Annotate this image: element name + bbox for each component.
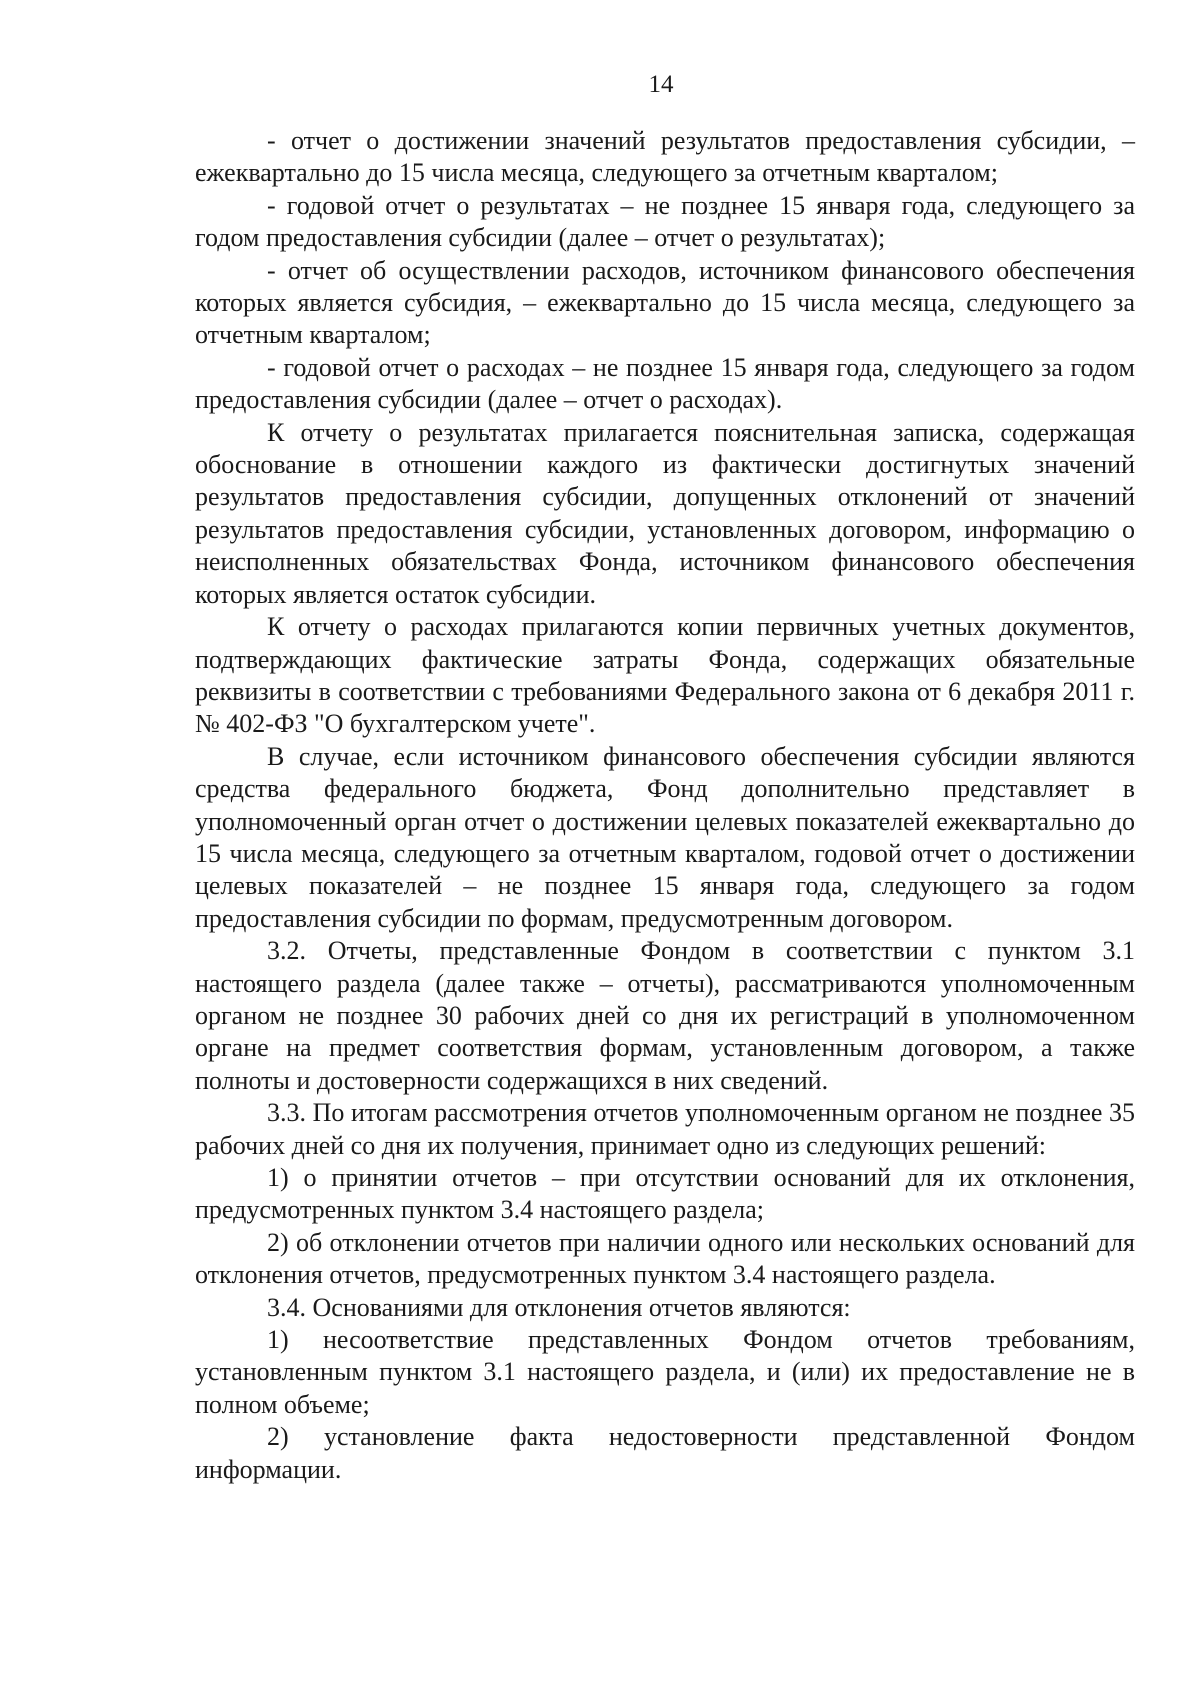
paragraph-report-results-quarterly: - отчет о достижении значений результатов предоставления субсидии, – ежеквартально до 15 числа месяца, следующего за отчетным кварталом; (195, 126, 1135, 188)
paragraph-ground-unreliability: 2) установление факта недостоверности представленной Фондом информации. (195, 1422, 1135, 1484)
paragraph-federal-budget-case: В случае, если источником финансового обеспечения субсидии являются средства федерального бюджета, Фонд дополнительно представляет в уполномоченный орган отчет о достижении целевых показателей ежеквартально до 15 числа месяца, следующего за отчетным кварталом, годовой отчет о достижении целевых показателей – не позднее 15 января года, следующего за годом предоставления субсидии по формам, предусмотренным договором. (195, 741, 1135, 933)
paragraph-annual-expenses-report: - годовой отчет о расходах – не позднее 15 января года, следующего за годом предоставления субсидии (далее – отчет о расходах). (195, 352, 1135, 415)
paragraph-clause-3-3: 3.3. По итогам рассмотрения отчетов уполномоченным органом не позднее 35 рабочих дней со дня их получения, принимает одно из следующих решений: (195, 1098, 1135, 1160)
page-number: 14 (648, 71, 674, 98)
paragraph-decision-reject: 2) об отклонении отчетов при наличии одного или нескольких оснований для отклонения отчетов, предусмотренных пунктом 3.4 настоящего раздела. (195, 1227, 1135, 1290)
paragraph-expenses-report-quarterly: - отчет об осуществлении расходов, источником финансового обеспечения которых является субсидия, – ежеквартально до 15 числа месяца, следующего за отчетным кварталом; (195, 255, 1135, 350)
document-body (195, 125, 1135, 1486)
paragraph-explanatory-note: К отчету о результатах прилагается пояснительная записка, содержащая обоснование в отношении каждого из фактически достигнутых значений результатов предоставления субсидии, допущенных отклонений от значений результатов предоставления субсидии, установленных договором, информацию о неисполненных обязательствах Фонда, источником финансового обеспечения которых является остаток субсидии. (195, 417, 1135, 609)
paragraph-expenses-documents: К отчету о расходах прилагаются копии первичных учетных документов, подтверждающих фактические затраты Фонда, содержащих обязательные реквизиты в соответствии с требованиями Федерального закона от 6 декабря 2011 г. № 402-ФЗ "О бухгалтерском учете". (195, 612, 1135, 739)
paragraph-clause-3-4: 3.4. Основаниями для отклонения отчетов являются: (267, 1292, 851, 1322)
paragraph-decision-accept: 1) о принятии отчетов – при отсутствии оснований для их отклонения, предусмотренных пунктом 3.4 настоящего раздела; (195, 1163, 1135, 1225)
paragraph-annual-results-report: - годовой отчет о результатах – не позднее 15 января года, следующего за годом предоставления субсидии (далее – отчет о результатах); (195, 190, 1135, 253)
paragraph-clause-3-2: 3.2. Отчеты, представленные Фондом в соответствии с пунктом 3.1 настоящего раздела (далее также – отчеты), рассматриваются уполномоченным органом не позднее 30 рабочих дней со дня их регистраций в уполномоченном органе на предмет соответствия формам, установленным договором, а также полноты и достоверности содержащихся в них сведений. (195, 936, 1135, 1095)
paragraph-ground-nonconformity: 1) несоответствие представленных Фондом отчетов требованиям, установленным пунктом 3.1 настоящего раздела, и (или) их предоставление не в полном объеме; (195, 1325, 1135, 1419)
